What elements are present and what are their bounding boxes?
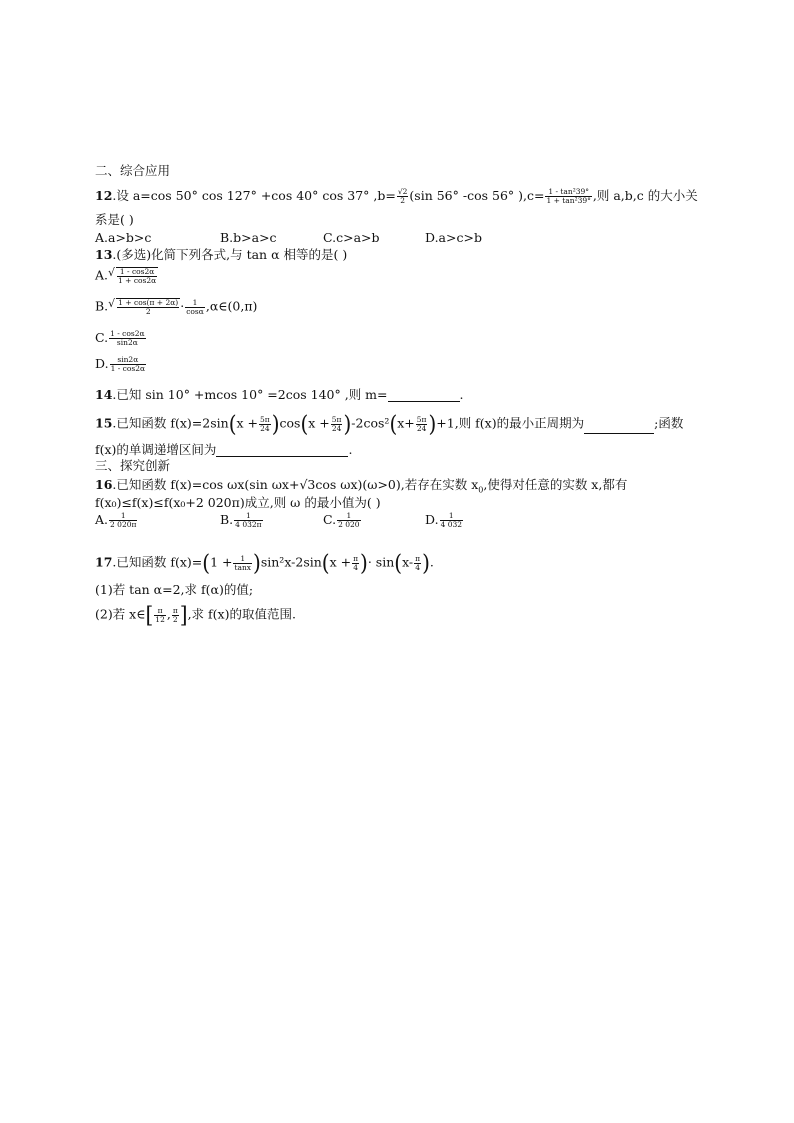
q12-text-c: ,则 a,b,c 的大小关: [592, 188, 698, 203]
q12-option-a: A.a>b>c: [95, 230, 152, 245]
sqrt-icon: √ $\frac{1 + \cos(\pi + 2\alpha)}{2}$: [108, 297, 179, 316]
q12-text-b: (sin 56° -cos 56° ),c=: [409, 188, 545, 203]
question-15-line2: f(x)的单调递增区间为 .: [95, 442, 353, 457]
q13-option-b: B. √ $\frac{1 + \cos(\pi + 2\alpha)}{2}$ · $\frac{1}{\cos\alpha}$ ,α∈(0,π): [95, 297, 258, 316]
q12-text-a: .设 a=cos 50° cos 127° +cos 40° cos 37° ,b=: [112, 188, 396, 203]
q12-option-b: B.b>a>c: [220, 230, 277, 245]
q15-number: 15: [95, 415, 113, 431]
q15-period-blank[interactable]: [584, 433, 654, 434]
q16-option-b: B. $\frac{1}{4 032\pi}$: [220, 511, 262, 529]
q16-option-a: A. $\frac{1}{2 020\pi}$: [95, 511, 137, 529]
q12-option-c: C.c>a>b: [323, 230, 380, 245]
q12-option-d: D.a>c>b: [425, 230, 482, 245]
q13-option-d: D. $\frac{\sin 2\alpha}{1 - \cos 2\alpha}$: [95, 355, 146, 373]
question-17-stem: 17.已知函数 f(x)=(1 + $\frac{1}{\tan x}$ )sin²x-2sin(x + $\frac{\pi}{4}$ )· sin(x- $\frac{\pi}{4}$ ).: [95, 549, 434, 577]
q16-number: 16: [95, 477, 113, 492]
q14-number: 14: [95, 387, 113, 402]
q12-b-fraction: $\frac{√2}{2}$: [397, 187, 408, 205]
section-title-3: 三、探究创新: [95, 458, 171, 473]
q17-part-2: (2)若 x∈[ $\frac{\pi}{12}$ , $\frac{\pi}{2}$ ],求 f(x)的取值范围.: [95, 601, 296, 629]
q13-option-c: C. $\frac{1 - \cos 2\alpha}{\sin 2\alpha}$: [95, 329, 145, 347]
question-14: 14.已知 sin 10° +mcos 10° =2cos 140° ,则 m= .: [95, 387, 464, 402]
q13-text: .(多选)化简下列各式,与 tan α 相等的是( ): [112, 247, 348, 262]
question-16-line1: 16.已知函数 f(x)=cos ωx(sin ωx+√3cos ωx)(ω>0),若存在实数 $x_0$,使得对任意的实数 x,都有: [95, 477, 628, 495]
question-12-line1: [95, 188, 698, 205]
q14-answer-blank[interactable]: [388, 401, 460, 402]
q17-number: 17: [95, 554, 113, 570]
question-13-stem: [95, 247, 347, 262]
q13-option-a: A. √ $\frac{1 - \cos 2\alpha}{1 + \cos 2\alpha}$: [95, 266, 157, 285]
sqrt-icon: √ $\frac{1 - \cos 2\alpha}{1 + \cos 2\alpha}$: [108, 266, 157, 285]
q16-option-d: D. $\frac{1}{4 032}$: [425, 511, 463, 529]
q12-number: 12: [95, 188, 113, 203]
section-title-2: 二、综合应用: [95, 163, 171, 178]
question-16-line2: f(x₀)≤f(x)≤f(x₀+2 020π)成立,则 ω 的最小值为( ): [95, 495, 381, 510]
q12-c-fraction: $\frac{\text{1 - tan²39°}}{\text{1 + tan²39°}}$: [546, 187, 591, 205]
q17-part-1: (1)若 tan α=2,求 f(α)的值;: [95, 582, 254, 597]
q13-number: 13: [95, 247, 113, 262]
question-15-line1: 15.已知函数 f(x)=2sin(x + $\frac{5\pi}{24}$ )cos(x + $\frac{5\pi}{24}$ )-2cos²(x+ $\frac{5\pi}{24}$ )+1,则 f(x)的最小正周期为 ;函数: [95, 410, 684, 438]
q15-interval-blank[interactable]: [216, 456, 348, 457]
question-12-line2: 系是( ): [95, 212, 134, 227]
q16-option-c: C. $\frac{1}{2 020}$: [323, 511, 360, 529]
